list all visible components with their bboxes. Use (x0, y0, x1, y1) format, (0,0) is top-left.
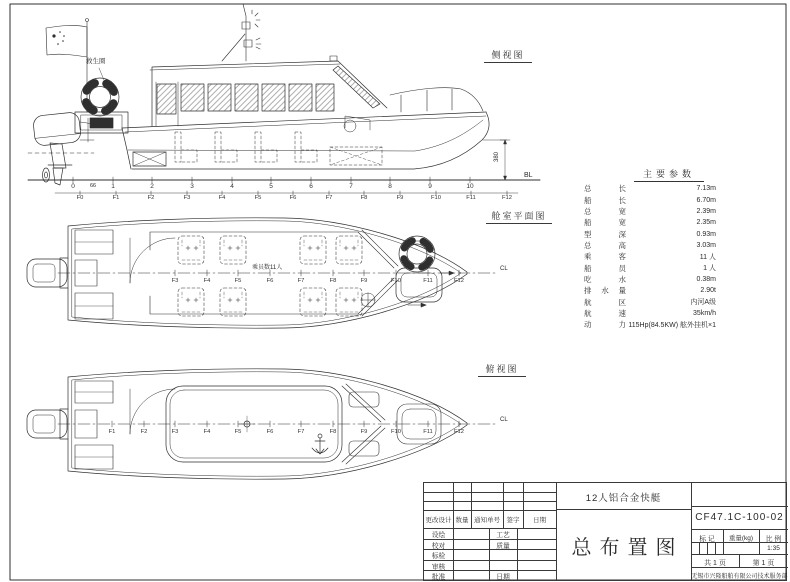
frame-label: F5 (234, 277, 242, 284)
stern-lockers-top (75, 381, 113, 469)
parameter-value: 内河A级 (690, 299, 716, 307)
grid-line (424, 492, 556, 493)
frame-label: F4 (218, 194, 226, 201)
tb-mark-label: 标 记 (699, 536, 715, 543)
parameter-value: 3.03m (696, 241, 716, 249)
helm-wheel-icon (361, 293, 375, 307)
frame-label: F12 (454, 428, 464, 435)
frame-label: F12 (502, 194, 512, 201)
station-number: 2 (150, 182, 154, 190)
parameter-label: 船员 (584, 263, 626, 273)
parameter-row (584, 251, 716, 262)
frame-label: F2 (140, 428, 148, 435)
parameter-row (584, 240, 716, 251)
station-number: 3 (190, 182, 194, 190)
parameter-label: 动力 (584, 320, 626, 330)
tb-role-label: 质量 (496, 542, 510, 550)
parameter-value: 115Hp(84.5KW) 舷外挂机×1 (628, 321, 716, 329)
station-number: 5 (269, 182, 273, 190)
parameter-row (584, 206, 716, 217)
drawing-title: 总布置图 (571, 537, 684, 559)
top-view-label: 俯视图 (478, 362, 526, 377)
tb-role-label: 标检 (431, 553, 446, 561)
side-view-label: 侧视图 (484, 48, 532, 63)
frame-label: F5 (234, 428, 242, 435)
tb-total-pages: 共 1 页 (704, 559, 726, 567)
frame-label: F5 (254, 194, 262, 201)
frame-label: F10 (391, 277, 401, 284)
lifebuoy-icon (75, 68, 128, 133)
top-view-drawing (27, 369, 497, 479)
grid-line (424, 510, 556, 511)
frame-label: F4 (203, 428, 211, 435)
baseline-label: BL (524, 172, 533, 179)
tb-header-change: 更改设计 (425, 517, 452, 524)
grid-line (699, 542, 700, 555)
parameters-table (584, 183, 716, 330)
station-number: 9 (428, 182, 432, 190)
parameter-label: 乘客 (584, 252, 626, 262)
frame-label: F12 (454, 277, 464, 284)
seat-profiles (175, 132, 317, 162)
station-number: 0 (71, 182, 75, 190)
tb-header-date: 日期 (533, 517, 546, 524)
frame-label: F8 (329, 277, 337, 284)
frame-label: F8 (360, 194, 368, 201)
tb-header-notice: 通知单号 (474, 517, 500, 524)
tb-signature-row (424, 549, 556, 560)
crew-capacity-note: 乘员数11人 (252, 265, 283, 271)
tb-weight-label: 重量(kg) (728, 535, 754, 542)
frame-label: F4 (203, 277, 211, 284)
grid-line (691, 529, 788, 530)
tb-role-label: 审核 (431, 563, 446, 571)
parameter-value: 0.93m (696, 230, 716, 238)
parameter-label: 总高 (584, 240, 626, 250)
parameter-value: 1 人 (703, 265, 716, 273)
company-name: 无锡市兴隆船舶有限公司技术服务部 (691, 574, 788, 580)
flag-icon (46, 19, 89, 113)
parameter-label: 航区 (584, 297, 626, 307)
parameter-row (584, 274, 716, 285)
parameter-value: 2.90t (700, 287, 716, 295)
frame-label: F11 (423, 277, 433, 284)
frame-label: F8 (329, 428, 337, 435)
parameter-value: 35km/h (693, 309, 716, 317)
parameter-value: 7.13m (696, 185, 716, 193)
frame-label: F10 (431, 194, 441, 201)
drawing-number: CF47.1C-100-02 (695, 512, 784, 523)
parameter-row (584, 296, 716, 307)
frame-label: F0 (76, 194, 84, 201)
tb-signature-rows (424, 528, 556, 581)
frame-label: F3 (183, 194, 191, 201)
frame-label: F7 (297, 277, 305, 284)
frame-label: F1 (112, 194, 120, 201)
frame-label: F6 (289, 194, 297, 201)
deck-door-swing (130, 389, 175, 434)
product-name: 12人铝合金快艇 (585, 493, 662, 504)
station-number: 8 (388, 182, 392, 190)
grid-line (715, 542, 716, 555)
cabin-plan-drawing (27, 218, 497, 328)
parameter-label: 航速 (584, 308, 626, 318)
bow-height-dimension: 380 (494, 151, 501, 163)
cabin-roof (166, 386, 342, 462)
tb-role-label: 批准 (431, 574, 446, 582)
drawing-scale-value: 1:35 (767, 545, 780, 552)
frame-label: F9 (360, 277, 368, 284)
parameter-row (584, 228, 716, 239)
parameter-value: 6.70m (696, 196, 716, 204)
parameter-value: 11 人 (699, 253, 716, 261)
stern-dimension: 66 (90, 183, 97, 189)
parameter-row (584, 194, 716, 205)
tb-role-label: 日期 (496, 574, 510, 582)
station-number: 4 (230, 182, 234, 190)
side-view-drawing (28, 4, 540, 195)
parameter-label: 船长 (584, 195, 626, 205)
bow-rail (390, 88, 483, 112)
station-number: 6 (309, 182, 313, 190)
tb-current-page: 第 1 页 (752, 559, 775, 567)
frame-label: F7 (297, 428, 305, 435)
parameter-value: 2.35m (696, 219, 716, 227)
parameter-row (584, 217, 716, 228)
station-number: 10 (466, 182, 474, 190)
parameter-value: 2.39m (696, 207, 716, 215)
parameter-label: 型深 (584, 229, 626, 239)
title-block (423, 482, 787, 581)
stern-lockers (75, 230, 113, 319)
parameter-label: 排水量 (584, 286, 626, 296)
frame-label: F7 (325, 194, 333, 201)
frame-label: F3 (171, 277, 179, 284)
centerline-label-top: CL (500, 417, 508, 423)
tb-signature-row (424, 560, 556, 571)
tb-signature-row (424, 528, 556, 539)
parameter-row (584, 308, 716, 319)
tb-signature-row (424, 570, 556, 581)
mast-icon (222, 4, 337, 61)
parameter-row (584, 262, 716, 273)
parameter-label: 总宽 (584, 206, 626, 216)
parameter-row (584, 319, 716, 330)
tb-role-label: 工艺 (496, 532, 510, 539)
frame-label: F6 (266, 428, 274, 435)
frame-label: F9 (360, 428, 368, 435)
parameter-label: 吃水 (584, 274, 626, 284)
grid-line (556, 509, 691, 510)
cabin-plan-view-label: 舱室平面图 (486, 209, 552, 224)
parameters-title: 主要参数 (634, 167, 704, 182)
frame-label: F6 (266, 277, 274, 284)
cabin-door-swing (130, 238, 175, 283)
cabin-windows (157, 66, 380, 114)
centerline-label-cabin: CL (500, 266, 508, 272)
tb-signature-row (424, 539, 556, 550)
parameter-row (584, 183, 716, 194)
grid-line (691, 506, 788, 507)
frame-label: F2 (147, 194, 155, 201)
top-frame-scale (0, 429, 790, 439)
frame-label: F9 (396, 194, 404, 201)
parameter-label: 船宽 (584, 218, 626, 228)
tb-header-signature: 签字 (506, 517, 520, 524)
frame-label: F10 (391, 428, 401, 435)
parameter-label: 总长 (584, 184, 626, 194)
tb-scale-label: 比 例 (765, 536, 782, 543)
tb-header-qty: 数量 (455, 517, 469, 524)
lifebuoy-label: 救生圈 (86, 58, 106, 65)
station-number: 7 (349, 182, 353, 190)
tb-role-label: 校对 (431, 542, 446, 550)
parameter-row (584, 285, 716, 296)
grid-line (424, 501, 556, 502)
frame-label: F1 (108, 428, 116, 435)
grid-line (707, 542, 708, 555)
station-number: 1 (111, 182, 115, 190)
frame-label: F3 (171, 428, 179, 435)
tb-role-label: 设绘 (431, 532, 446, 539)
frame-label: F11 (423, 428, 433, 435)
outboard-motor-profile (33, 112, 94, 185)
parameter-value: 0.38m (696, 275, 716, 283)
frame-label: F11 (466, 194, 476, 201)
